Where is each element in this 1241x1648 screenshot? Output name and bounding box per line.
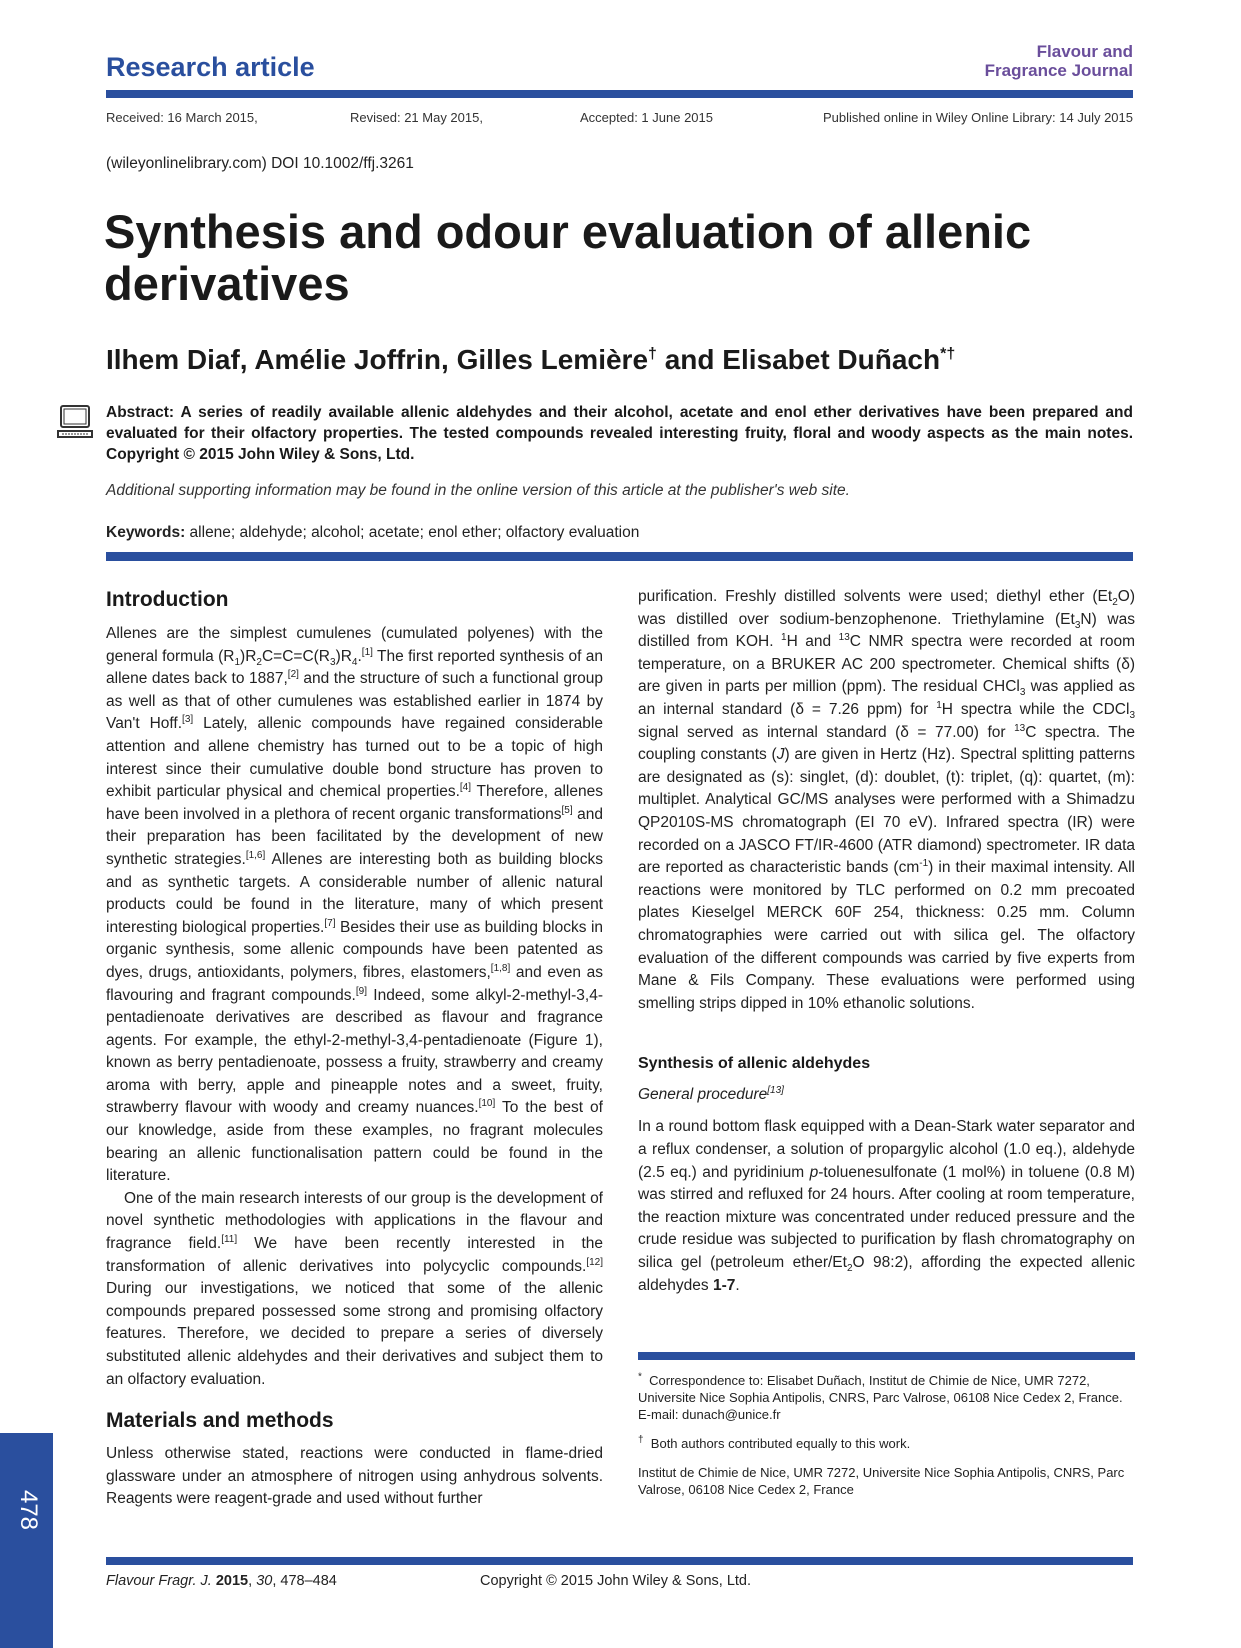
synthesis-paragraph: In a round bottom flask equipped with a Dean-Stark water separator and a reflux condenser, a solution of propargylic alcohol (1.0 eq.), aldehyde (2.5 eq.) and pyridinium p-toluenesulfonate (1 mol%) in toluene (0.8 M) was stirred and refluxed for 24 hours. After cooling at room temperature, the reaction mixture was concentrated under reduced pressure and the crude residue was subjected to purification by flash chromatography on silica gel (petroleum ether/$Et_2O$ 98:2), affording the expected allenic aldehydes 1-7. bbox=[638, 1118, 1136, 1294]
published-date: Published online in Wiley Online Library: 14 July 2015 bbox=[822, 110, 1133, 125]
intro-paragraph-1: Allenes are the simplest cumulenes (cumulated polyenes) with the general formula $(R_1)R_2C=C=C(R_3)R_4.[1]$ The first reported synthesis of an allene dates back to 1887,[2] and the structure of such a functional group as well as that of other cumulenes was established earlier in 1874 by Van't Hoff.[3] Lately, allenic compounds have regained considerable attention and allene chemistry has turned out to be a topic of high interest since their cumulative double bond structure has proven to exhibit particular physical and chemical properties.[4] Therefore, allenes have been involved in a plethora of recent organic transformations[5] and their preparation has been facilitated by the development of new synthetic strategies.[1,6] Allenes are interesting both as building blocks and as synthetic targets. A considerable number of allenic natural products could be found in the literature, many of which present interesting biological properties.[7] Besides their use as building blocks in organic synthesis, some allenic compounds have been patented as dyes, drugs, antioxidants, polymers, fibres, elastomers,[1,8] and even as flavouring and fragrant compounds.[9] Indeed, some alkyl-2-methyl-3,4-pentadienoate derivatives are described as flavour and fragrance agents. For example, the ethyl-2-methyl-3,4-pentadienoate (Figure 1), known as berry pentadienoate, possess a fruity, strawberry and creamy aroma with berry, apple and pineapple notes and a sweet, fruity, strawberry flavour with woody and creamy nuances.[10] To the best of our knowledge, aside from these examples, no fragrant molecules bearing an allenic functionalisation pattern could be found in the literature. bbox=[106, 625, 604, 1185]
authors-main: Ilhem Diaf, Amélie Joffrin, Gilles Lemière bbox=[106, 344, 649, 375]
left-column bbox=[106, 586, 603, 1511]
equal-contribution-note: † Both authors contributed equally to this work. bbox=[638, 1434, 911, 1451]
journal-brand bbox=[985, 42, 1133, 80]
footer-copyright: Copyright © 2015 John Wiley & Sons, Ltd. bbox=[480, 1573, 752, 1589]
keywords-label: Keywords: bbox=[106, 524, 186, 541]
author-mark-corresponding: *† bbox=[940, 345, 956, 363]
supporting-info: Additional supporting information may be found in the online version of this article at the publisher's web site. bbox=[106, 482, 850, 499]
header-rule bbox=[106, 90, 1133, 98]
author-mark: † bbox=[648, 345, 657, 363]
received-date: Received: 16 March 2015, bbox=[106, 110, 258, 125]
page-tab bbox=[0, 1433, 53, 1648]
journal-brand-line1: Flavour and bbox=[1036, 42, 1133, 61]
synthesis-heading: Synthesis of allenic aldehydes bbox=[638, 1055, 871, 1073]
right-column bbox=[638, 586, 1135, 1297]
section-label: Research article bbox=[106, 52, 315, 82]
footnotes bbox=[638, 1372, 1135, 1498]
authors bbox=[106, 344, 955, 376]
correspondence-note: * Correspondence to: Elisabet Duñach, Institut de Chimie de Nice, UMR 7272, Universite Nice Sophia Antipolis, CNRS, Parc Valrose, 06108 Nice Cedex 2, France. E-mail: dunach@unice.fr bbox=[638, 1371, 1123, 1422]
authors-last: and Elisabet Duñach bbox=[656, 344, 941, 375]
revised-date: Revised: 21 May 2015, bbox=[350, 110, 483, 125]
article-title: Synthesis and odour evaluation of allenic derivatives bbox=[104, 205, 1032, 310]
doi[interactable]: (wileyonlinelibrary.com) DOI 10.1002/ffj.3261 bbox=[106, 155, 414, 172]
introduction-heading: Introduction bbox=[106, 588, 229, 611]
page-number: 478 bbox=[15, 1489, 42, 1531]
methods-paragraph-2: purification. Freshly distilled solvents were used; diethyl ether $(Et_2O)$ was distilled over sodium-benzophenone. Triethylamine $(Et_3N)$ was distilled from KOH. $^1$H and $^{13}$C NMR spectra were recorded at room temperature, on a BRUKER AC 200 spectrometer. Chemical shifts (δ) are given in parts per million (ppm). The residual CHCl$_3$ was applied as an internal standard (δ = 7.26 ppm) for $^1$H spectra while the CDCl$_3$ signal served as internal standard (δ = 77.00) for $^{13}$C spectra. The coupling constants (J) are given in Hertz (Hz). Spectral splitting patterns are designated as (s): singlet, (d): doublet, (t): triplet, (q): quartet, (m): multiplet. Analytical GC/MS analyses were performed with a Shimadzu QP2010S-MS chromatograph (EI 70 eV). Infrared spectra (IR) were recorded on a JASCO FT/IR-4600 (ATR diamond) spectrometer. IR data are reported as characteristic bands $(cm^{-1})$ in their maximal intensity. All reactions were monitored by TLC performed on 0.2 mm precoated plates Kieselgel MERCK 60F 254, thickness: 0.25 mm. Column chromatographies were carried out with silica gel. The olfactory evaluation of the different compounds was carried by five experts from Mane & Fils Company. These evaluations were performed using smelling strips dipped in 10% ethanolic solutions. bbox=[638, 588, 1136, 1012]
affiliation-note: Institut de Chimie de Nice, UMR 7272, Universite Nice Sophia Antipolis, CNRS, Parc Valrose, 06108 Nice Cedex 2, France bbox=[638, 1465, 1125, 1497]
methods-paragraph-1: Unless otherwise stated, reactions were conducted in flame-dried glassware under an atmosphere of nitrogen using anhydrous solvents. Reagents were reagent-grade and used without further bbox=[106, 1445, 603, 1508]
intro-paragraph-2: One of the main research interests of our group is the development of novel synthetic methodologies with applications in the flavour and fragrance field.[11] We have been recently interested in the transformation of allenic derivatives into polycyclic compounds.[12] During our investigations, we noticed that some of the allenic compounds prepared possessed some strong and promising olfactory features. Therefore, we decided to prepare a series of diversely substituted allenic aldehydes and their derivatives and subject them to an olfactory evaluation. bbox=[106, 1189, 603, 1388]
abstract-rule bbox=[106, 552, 1133, 561]
general-procedure-subheading: General procedure[13] bbox=[638, 1084, 784, 1103]
computer-icon bbox=[56, 403, 94, 441]
keywords-list: allene; aldehyde; alcohol; acetate; enol ether; olfactory evaluation bbox=[185, 524, 640, 541]
journal-brand-line2: Fragrance Journal bbox=[984, 61, 1133, 80]
keywords bbox=[106, 524, 639, 542]
accepted-date: Accepted: 1 June 2015 bbox=[580, 110, 713, 125]
abstract: Abstract: A series of readily available allenic aldehydes and their alcohol, acetate and enol ether derivatives have been prepared and evaluated for their olfactory properties. The tested compounds revealed interesting fruity, floral and woody aspects as the main notes. Copyright © 2015 John Wiley & Sons, Ltd. bbox=[106, 404, 1133, 463]
journal-citation: Flavour Fragr. J. 2015, 30, 478–484 bbox=[106, 1573, 337, 1589]
footer-rule bbox=[106, 1557, 1133, 1565]
footnote-rule bbox=[638, 1352, 1135, 1360]
materials-heading: Materials and methods bbox=[106, 1409, 334, 1433]
